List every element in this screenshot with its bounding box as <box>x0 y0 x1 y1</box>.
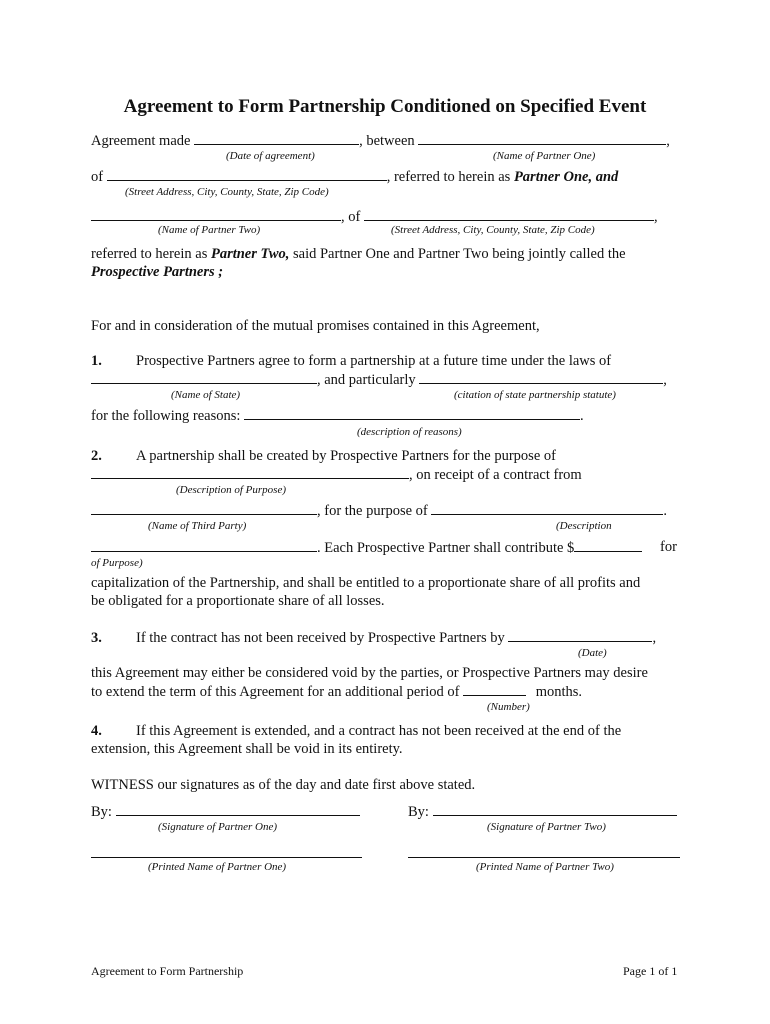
section-number: 2. <box>91 448 102 464</box>
partner-two-caption: (Name of Partner Two) <box>158 224 261 236</box>
statute-caption: (citation of state partnership statute) <box>454 389 616 401</box>
partner-one-caption: (Name of Partner One) <box>493 150 596 162</box>
deadline-date-blank[interactable] <box>508 628 652 642</box>
purpose-caption: (Description of Purpose) <box>176 484 286 496</box>
months-text: months. <box>535 684 583 700</box>
receipt-text: , on receipt of a contract from <box>409 467 582 483</box>
contract-purpose-blank[interactable] <box>431 501 663 515</box>
section-3-line-1 <box>91 628 656 647</box>
prospective-partners-term: Prospective Partners ; <box>91 264 224 280</box>
section-4-text: If this Agreement is extended, and a contract has not been received at the end of the <box>136 723 622 739</box>
third-party-caption: (Name of Third Party) <box>148 520 247 532</box>
street-caption-2: (Street Address, City, County, State, Zip Code) <box>391 224 595 236</box>
referred-text: referred to herein as <box>91 246 208 262</box>
partner-one-address-blank[interactable] <box>107 167 387 181</box>
signature-partner-one-blank[interactable] <box>116 802 360 816</box>
footer-left: Agreement to Form Partnership <box>91 964 244 978</box>
purpose-of-text: , for the purpose of <box>317 503 428 519</box>
printed-name-two-blank[interactable] <box>408 857 680 858</box>
section-2-text: A partnership shall be created by Prospective Partners for the purpose of <box>136 448 556 464</box>
section-3-text: If the contract has not been received by Prospective Partners by <box>136 630 505 646</box>
partner-two-term: Partner Two, <box>210 246 290 262</box>
state-blank[interactable] <box>91 370 317 384</box>
comma: , <box>653 209 658 225</box>
printed-name-two-caption: (Printed Name of Partner Two) <box>476 861 614 873</box>
section-2-line-3 <box>91 501 667 520</box>
partner-two-name-blank[interactable] <box>91 207 341 221</box>
of-purpose-caption: of Purpose) <box>91 557 143 569</box>
section-1-text: Prospective Partners agree to form a partnership at a future time under the laws of <box>136 353 612 369</box>
partner-one-name-blank[interactable] <box>418 131 666 145</box>
document-title: Agreement to Form Partnership Conditioned on Specified Event <box>123 96 647 117</box>
referred-text: , referred to herein as <box>386 169 511 185</box>
partner-two-address-blank[interactable] <box>364 207 654 221</box>
section-3-line-3 <box>91 682 582 701</box>
printed-name-one-caption: (Printed Name of Partner One) <box>148 861 287 873</box>
witness-text: WITNESS our signatures as of the day and date first above stated. <box>91 777 476 793</box>
consideration-text: For and in consideration of the mutual promises contained in this Agreement, <box>91 318 540 334</box>
contribution-amount-blank[interactable] <box>574 538 642 552</box>
signature-partner-two-blank[interactable] <box>433 802 677 816</box>
section-2-line-1 <box>91 447 556 465</box>
contribute-text: . Each Prospective Partner shall contribute $ <box>317 540 575 556</box>
intro-line-4 <box>91 245 626 263</box>
description-caption: (Description <box>556 520 612 532</box>
period: . <box>663 503 667 519</box>
signature-two-line <box>408 802 677 821</box>
signature-one-caption: (Signature of Partner One) <box>158 821 278 833</box>
capitalization-line-1: capitalization of the Partnership, and shall be entitled to a proportionate share of all profits and <box>91 575 641 591</box>
capitalization-line-2: be obligated for a proportionate share of all losses. <box>91 593 385 609</box>
by-label: By: <box>91 804 112 820</box>
particularly-text: , and particularly <box>317 372 416 388</box>
signature-two-caption: (Signature of Partner Two) <box>487 821 606 833</box>
reasons-blank[interactable] <box>244 406 580 420</box>
state-caption: (Name of State) <box>171 389 241 401</box>
between-text: , between <box>359 133 415 149</box>
of-text: of <box>91 169 104 185</box>
reasons-text: for the following reasons: <box>91 408 241 424</box>
section-number: 4. <box>91 723 102 739</box>
agreement-made-text: Agreement made <box>91 133 191 149</box>
by-label: By: <box>408 804 429 820</box>
section-4-line-2: extension, this Agreement shall be void in its entirety. <box>91 741 403 757</box>
date-caption: (Date of agreement) <box>226 150 315 162</box>
section-2-line-2 <box>91 465 582 484</box>
section-2-line-4 <box>91 538 642 557</box>
footer-page-number: Page 1 of 1 <box>623 964 678 978</box>
date-of-agreement-blank[interactable] <box>194 131 359 145</box>
of-text: , of <box>341 209 361 225</box>
jointly-text: said Partner One and Partner Two being jointly called the <box>293 246 626 262</box>
extension-period-blank[interactable] <box>463 682 526 696</box>
third-party-blank[interactable] <box>91 501 317 515</box>
street-caption-1: (Street Address, City, County, State, Zip Code) <box>125 186 329 198</box>
reasons-caption: (description of reasons) <box>357 426 462 438</box>
comma: , <box>666 133 670 149</box>
for-text: for <box>660 539 677 555</box>
contract-purpose-blank-2[interactable] <box>91 538 317 552</box>
intro-line-1 <box>91 131 670 150</box>
period: . <box>580 408 584 424</box>
signature-one-line <box>91 802 360 821</box>
extension-text: to extend the term of this Agreement for an additional period of <box>91 684 460 700</box>
section-number: 3. <box>91 630 102 646</box>
section-4-line-1 <box>91 722 621 740</box>
section-1-line-2 <box>91 370 667 389</box>
section-number: 1. <box>91 353 102 369</box>
intro-line-2 <box>91 167 618 186</box>
statute-blank[interactable] <box>419 370 663 384</box>
comma: , <box>663 372 667 388</box>
section-1-line-3 <box>91 406 584 425</box>
printed-name-one-blank[interactable] <box>91 857 362 858</box>
date-caption: (Date) <box>578 647 607 659</box>
section-1-line-1 <box>91 352 611 370</box>
number-caption: (Number) <box>487 701 530 713</box>
section-3-line-2: this Agreement may either be considered void by the parties, or Prospective Partners may desire <box>91 665 648 681</box>
partner-one-term: Partner One, and <box>513 169 619 185</box>
comma: , <box>652 630 657 646</box>
purpose-blank[interactable] <box>91 465 409 479</box>
